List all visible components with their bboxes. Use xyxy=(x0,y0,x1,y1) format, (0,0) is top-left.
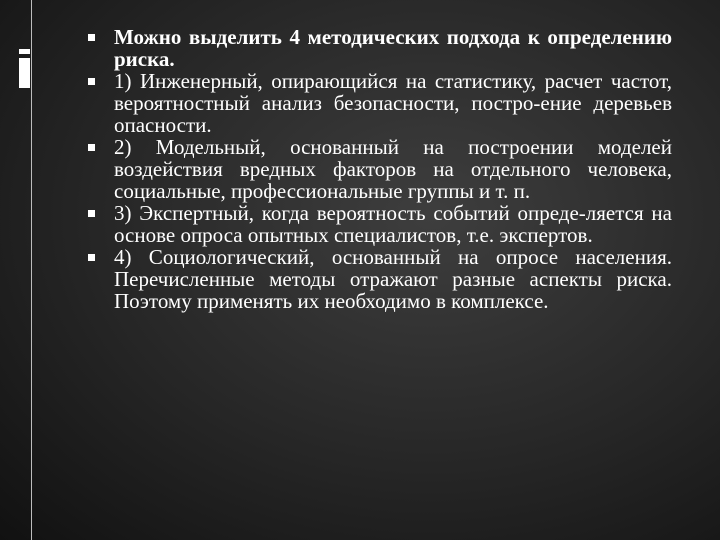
bullet-square-icon xyxy=(88,78,95,85)
bullet-item-4 xyxy=(84,202,672,246)
bullet-text: 2) Модельный, основанный на построении моделей воздействия вредных факторов на отдельного человека, социальные, профессиональные группы и т. п. xyxy=(114,135,672,203)
bullet-square-icon xyxy=(88,210,95,217)
bullet-text: Можно выделить 4 методических подхода к определению риска. xyxy=(114,25,672,71)
bullet-square-icon xyxy=(88,254,95,261)
decor-bar-top xyxy=(19,49,30,54)
bullet-item-3 xyxy=(84,136,672,202)
bullet-list xyxy=(84,26,672,312)
bullet-item-2 xyxy=(84,70,672,136)
bullet-text: 4) Социологический, основанный на опросе населения. Перечисленные методы отражают разные аспекты риска. Поэтому применять их необходимо в комплексе. xyxy=(114,245,672,313)
bullet-item-5 xyxy=(84,246,672,312)
bullet-item-1 xyxy=(84,26,672,70)
bullet-square-icon xyxy=(88,34,95,41)
bullet-text: 3) Экспертный, когда вероятность событий опреде-ляется на основе опроса опытных специалистов, т.е. экспертов. xyxy=(114,201,672,247)
decor-bar-tall xyxy=(19,58,30,88)
decor-vertical-line xyxy=(31,0,32,540)
bullet-square-icon xyxy=(88,144,95,151)
bullet-text: 1) Инженерный, опирающийся на статистику, расчет частот, вероятностный анализ безопасности, постро-ение деревьев опасности. xyxy=(114,69,672,137)
